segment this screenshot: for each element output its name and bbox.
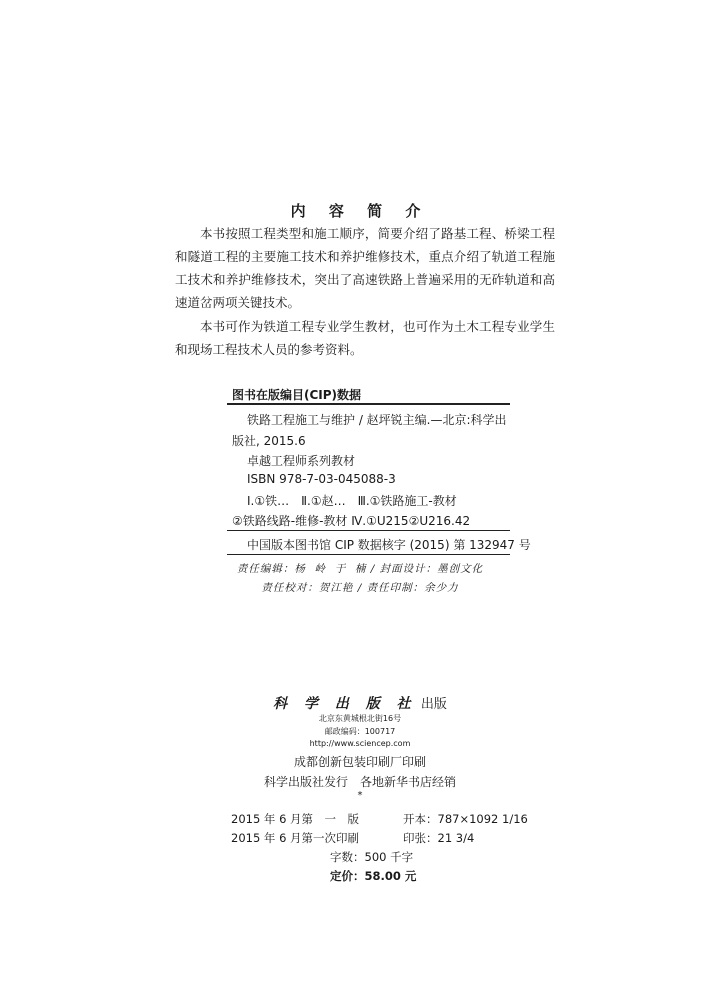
publisher-suffix: 出版 [420, 697, 447, 712]
summary-paragraph-1: 本书按照工程类型和施工顺序，简要介绍了路基工程、桥梁工程和隧道工程的主要施工技术和养护维修技术，重点介绍了轨道工程施工技术和养护维修技术，突出了高速铁路上普遍采用的无砟轨道和高速道岔两项关键技术。 [175, 226, 555, 310]
publisher-line [0, 693, 720, 713]
cip-line-1: 铁路工程施工与维护 / 赵坪锐主编.—北京:科学出 [247, 413, 507, 427]
cip-line-2: 版社, 2015.6 [232, 434, 306, 448]
publisher-name: 科 学 出 版 社 [273, 696, 417, 712]
word-count-line: 字数：500 千字 [330, 850, 414, 864]
summary-paragraph-2: 本书可作为铁道工程专业学生教材，也可作为土木工程专业学生和现场工程技术人员的参考资料。 [175, 319, 555, 357]
cip-bottom-rule [227, 554, 510, 555]
summary-title: 内 容 简 介 [290, 202, 430, 220]
cip-line-7: 中国版本图书馆 CIP 数据核字 (2015) 第 132947 号 [247, 538, 531, 552]
cip-mid-rule [227, 530, 510, 531]
publisher-postcode: 邮政编码：100717 [324, 727, 396, 736]
cip-line-4: ISBN 978-7-03-045088-3 [247, 472, 396, 486]
publisher-website: http://www.sciencep.com [309, 739, 411, 748]
sheets-line: 印张：21 3/4 [403, 831, 475, 845]
printer-line: 成都创新包装印刷厂印刷 [293, 755, 426, 769]
format-line: 开本：787×1092 1/16 [403, 812, 528, 826]
cip-heading: 图书在版编目(CIP)数据 [232, 388, 362, 402]
distribution-line: 科学出版社发行 各地新华书店经销 [263, 775, 456, 789]
credits-editors: 责任编辑：杨 岭 于 楠 / 封面设计：墨创文化 [236, 563, 484, 575]
cip-line-6: ②铁路线路-维修-教材 Ⅳ.①U215②U216.42 [232, 514, 471, 528]
publisher-address: 北京东黄城根北街16号 [318, 714, 402, 723]
credits-proof: 责任校对：贺江艳 / 责任印制：余少力 [261, 582, 459, 594]
price-line: 定价：58.00 元 [330, 869, 417, 883]
cip-line-3: 卓越工程师系列教材 [247, 454, 356, 468]
cip-top-rule [227, 403, 510, 405]
cip-line-5: Ⅰ.①铁… Ⅱ.①赵… Ⅲ.①铁路施工-教材 [247, 494, 457, 508]
printing-line: 2015 年 6 月第一次印刷 [231, 831, 360, 845]
edition-line: 2015 年 6 月第 一 版 [231, 812, 360, 826]
separator-star: * [357, 790, 363, 801]
